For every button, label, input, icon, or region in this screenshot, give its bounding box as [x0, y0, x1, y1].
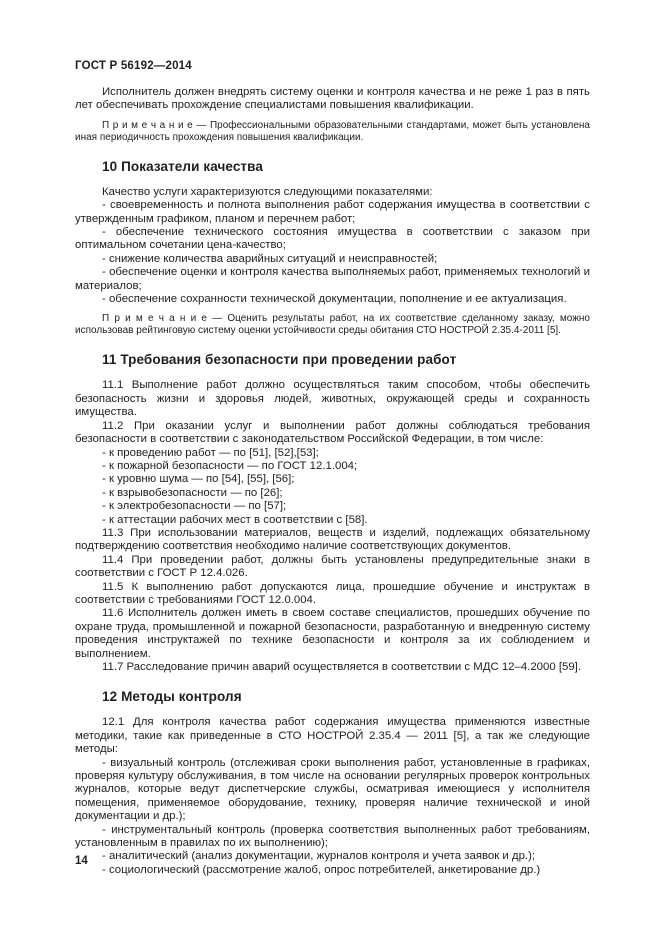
section-12-list-item: - инструментальный контроль (проверка соответствия выполненных работ требованиям, установленным в правилах по их выполнению); [75, 823, 590, 850]
section-12-list-item: - аналитический (анализ документации, журналов контроля и учета заявок и др.); [102, 850, 536, 863]
clause-11-5: 11.5 К выполнению работ допускаются лица, прошедшие обучение и инструктаж в соответствии с требованиями ГОСТ 12.0.004. [75, 580, 590, 606]
clause-11-7: 11.7 Расследование причин аварий осуществляется в соответствии с МДС 12–4.2000 [59]. [102, 661, 582, 673]
section-11-list-item: - к взрывобезопасности — по [26]; [102, 486, 283, 499]
page-number: 14 [75, 855, 88, 867]
section-11-list-item: - к проведению работ — по [51], [52],[53]; [102, 446, 319, 459]
section-11-list-item: - к аттестации рабочих мест в соответствии с [58]. [102, 513, 368, 526]
clause-11-2: 11.2 При оказании услуг и выполнении работ должны соблюдаться требования безопасности в соответствии с законодательством Российской Федерации, в том числе: [75, 419, 590, 446]
intro-note: П р и м е ч а н и е — Профессиональными образовательными стандартами, может быть установлена иная периодичность прохождения повышения квалификации. [75, 119, 590, 143]
section-10-list-item: - обеспечение оценки и контроля качества выполняемых работ, применяемых технологий и материалов; [75, 266, 590, 292]
section-10-list-item: - снижение количества аварийных ситуаций и неисправностей; [102, 252, 438, 265]
clause-11-1: 11.1 Выполнение работ должно осуществляться таким способом, чтобы обеспечить безопасность жизни и здоровья людей, животных, окружающей среды и сохранность имущества. [75, 379, 590, 419]
section-10-list-item: - обеспечение технического состояния имущества в соответствии с заказом при оптимальном сочетании цена-качество; [75, 226, 590, 252]
clause-11-3: 11.3 При использовании материалов, веществ и изделий, подлежащих обязательному подтверждению соответствия необходимо наличие соответствующих документов. [75, 526, 590, 553]
section-12-title: 12 Методы контроля [102, 689, 242, 705]
section-10-list-item: - обеспечение сохранности технической документации, пополнение и ее актуализация. [102, 293, 567, 306]
section-12-list-item: - социологический (рассмотрение жалоб, опрос потребителей, анкетирование др.) [102, 863, 541, 876]
clause-11-6: 11.6 Исполнитель должен иметь в своем составе специалистов, прошедших обучение по охране труда, промышленной и пожарной безопасности, разработанную и внедренную систему проведения инструктажей по технике безопасности и контроля за их соблюдением и выполнением. [75, 607, 590, 660]
section-12-list-item: - визуальный контроль (отслеживая сроки выполнения работ, установленные в графиках, проверяя культуру обслуживания, в том числе на основании регулярных проверок контрольных журналов, которые ведут диспетчерские службы, осматривая имеющиеся у исполнителя помещения, применяемое оборудование, технику, проверяя наличие технической и иной документации и др.); [75, 756, 590, 823]
section-10-list-item: - своевременность и полнота выполнения работ содержания имущества в соответствии с утвержденным графиком, планом и перечнем работ; [75, 199, 590, 225]
section-11-list-item: - к электробезопасности — по [57]; [102, 500, 287, 513]
section-10-lead: Качество услуги характеризуются следующими показателями: [102, 185, 433, 198]
clause-11-4: 11.4 При проведении работ, должны быть установлены предупредительные знаки в соответствии с ГОСТ Р 12.4.026. [75, 553, 590, 580]
intro-paragraph: Исполнитель должен внедрять систему оценки и контроля качества и не реже 1 раз в пять лет обеспечивать прохождение специалистами повышения квалификации. [75, 86, 590, 112]
section-10-title: 10 Показатели качества [102, 158, 263, 174]
section-11-title: 11 Требования безопасности при проведении работ [102, 352, 457, 368]
section-11-list-item: - к уровню шума — по [54], [55], [56]; [102, 473, 295, 486]
document-header: ГОСТ Р 56192—2014 [75, 60, 192, 72]
clause-12-1: 12.1 Для контроля качества работ содержания имущества применяются известные методики, такие как приведенные в СТО НОСТРОЙ 2.35.4 — 2011 [5], а так же следующие методы: [75, 716, 590, 756]
section-10-note: П р и м е ч а н и е — Оценить результаты работ, на их соответствие сделанному заказу, можно использовав рейтинговую систему оценки устойчивости среды обитания СТО НОСТРОЙ 2.35.4-2011 [5]. [75, 313, 590, 337]
document-content [75, 60, 590, 877]
section-11-list-item: - к пожарной безопасности — по ГОСТ 12.1.004; [102, 459, 358, 472]
